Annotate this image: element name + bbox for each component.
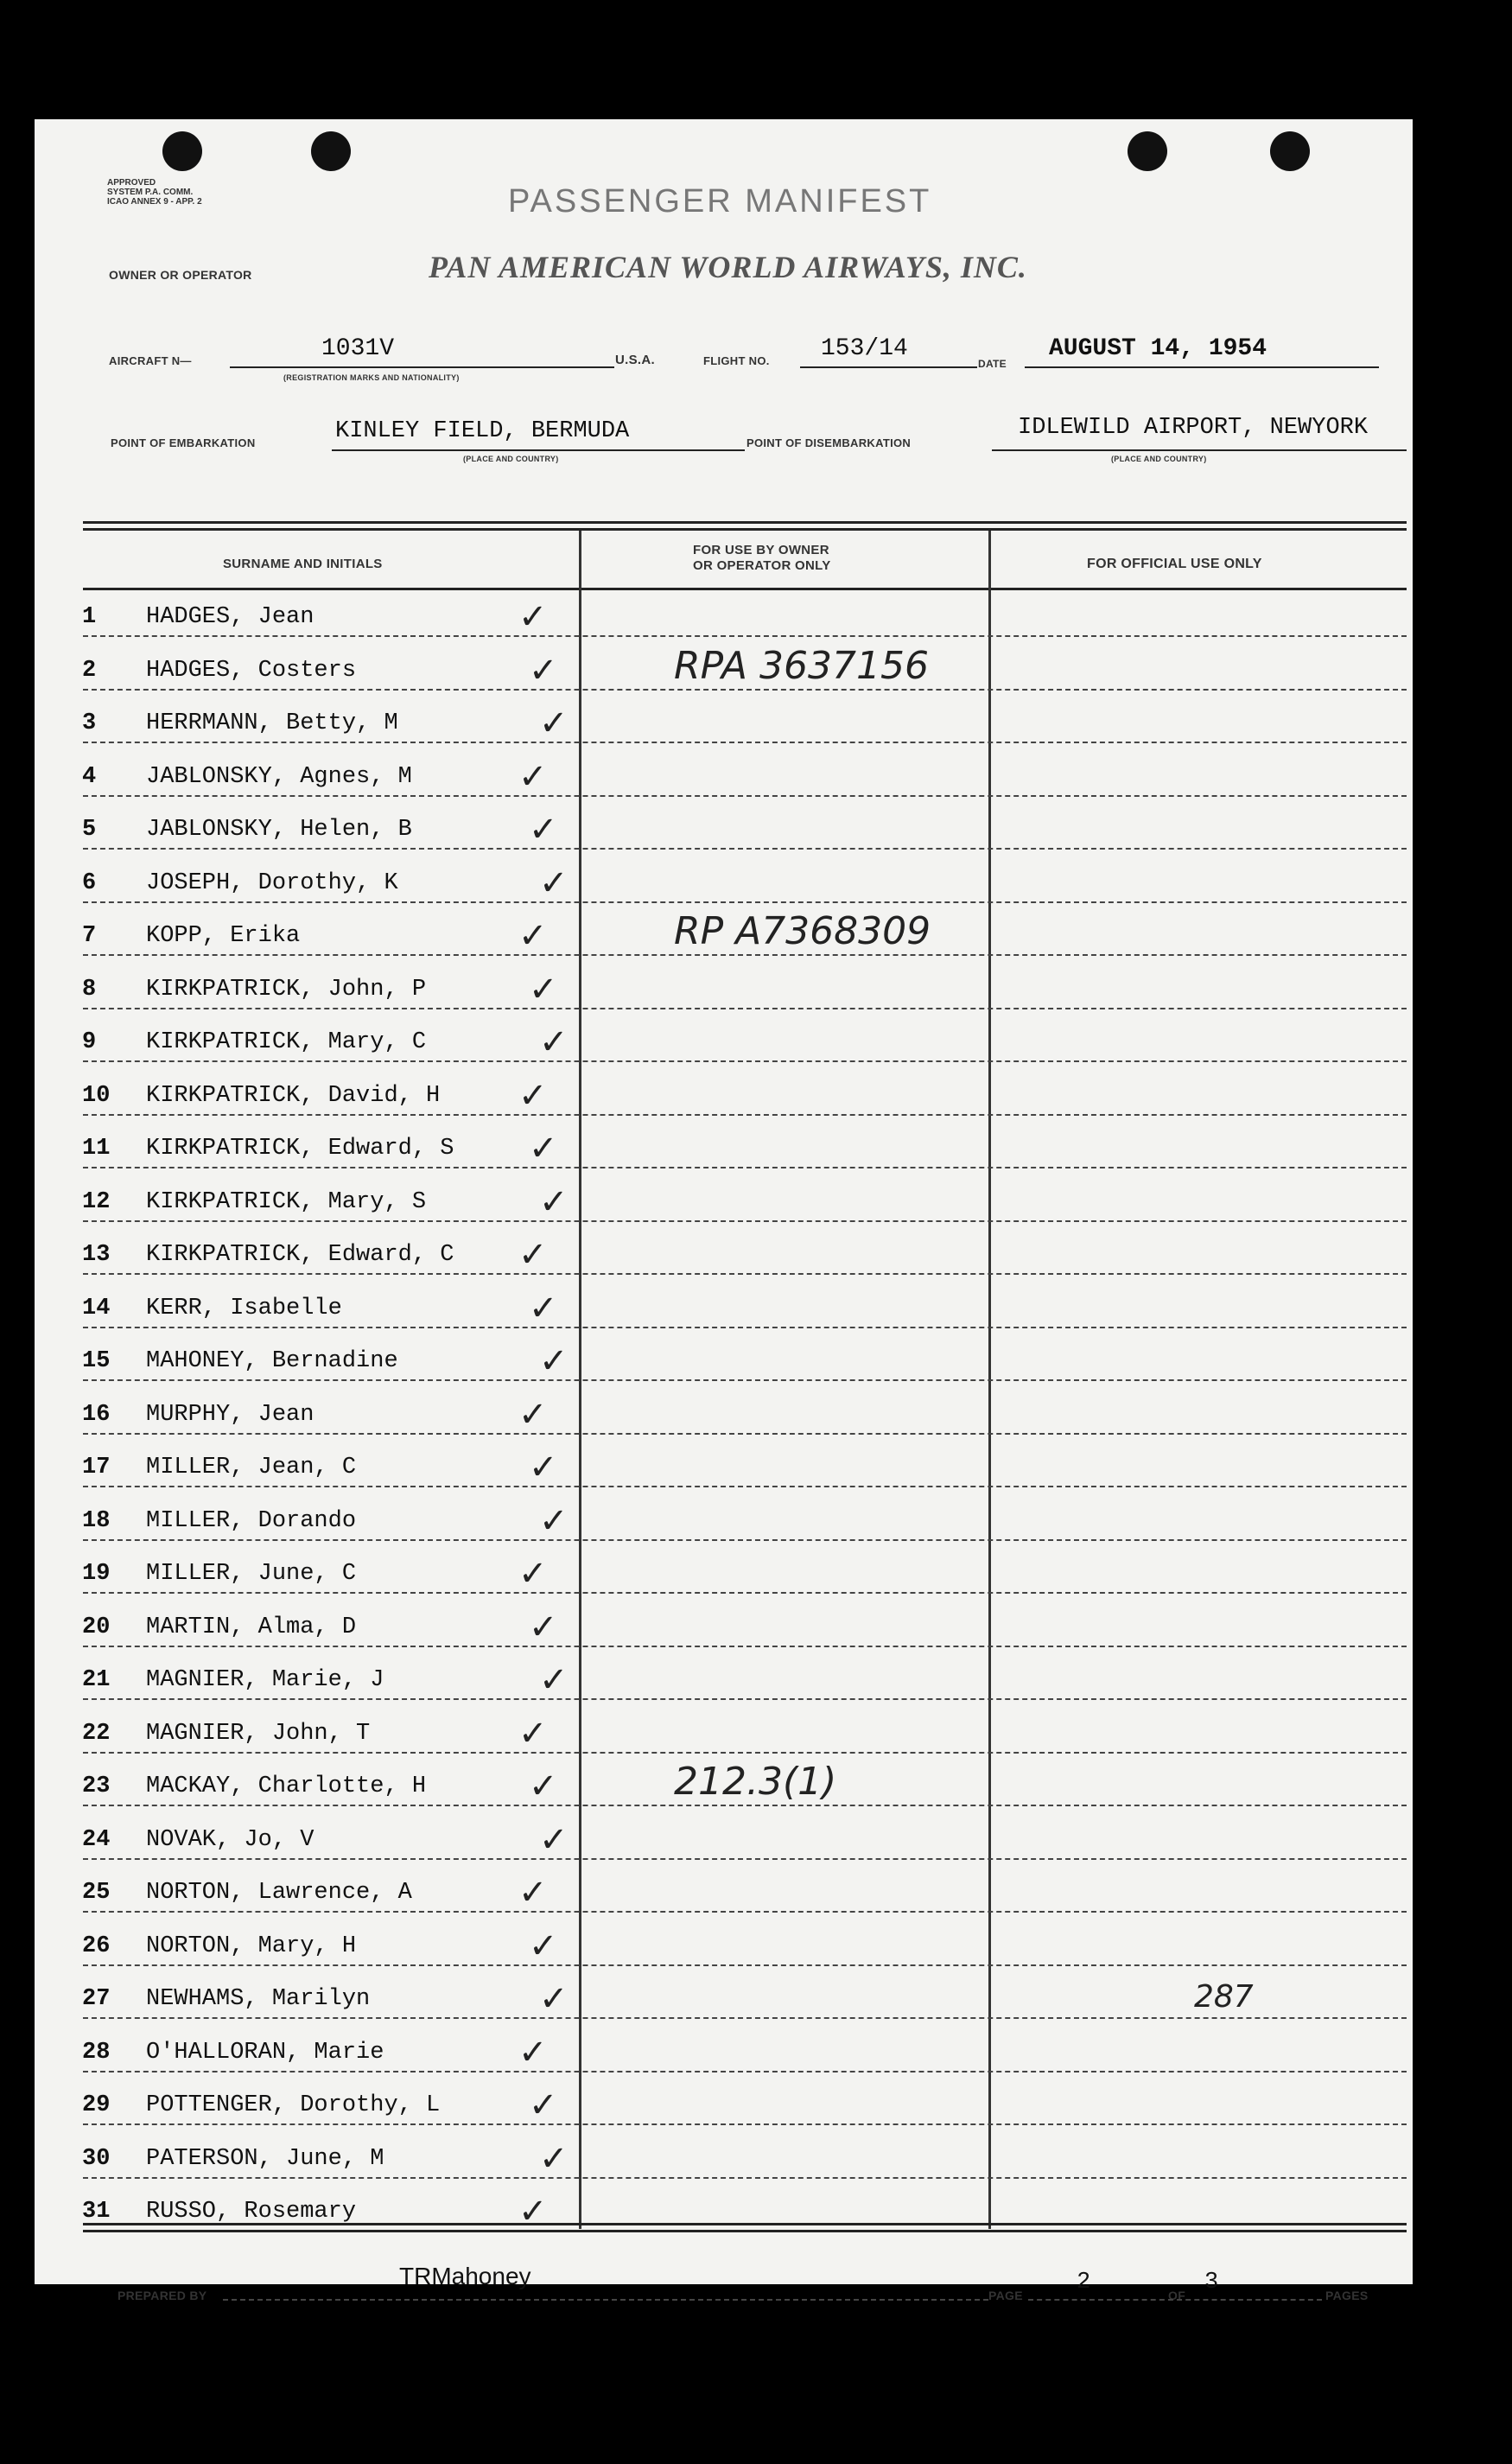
table-row xyxy=(82,1083,440,1109)
table-row xyxy=(82,1508,356,1534)
row-rule xyxy=(83,2123,1407,2125)
disembarkation-line xyxy=(992,449,1407,451)
embarkation-caption: (PLACE AND COUNTRY) xyxy=(463,455,559,463)
row-number: 4 xyxy=(82,764,97,790)
row-number: 30 xyxy=(82,2146,111,2172)
table-row xyxy=(82,1880,412,1906)
table-row xyxy=(82,604,314,630)
row-rule xyxy=(83,2177,1407,2179)
punch-hole-right-2 xyxy=(1270,131,1310,171)
check-mark-icon: ✓ xyxy=(529,1767,558,1806)
row-number: 8 xyxy=(82,977,97,1003)
check-mark-icon: ✓ xyxy=(539,863,569,903)
check-mark-icon: ✓ xyxy=(518,597,548,637)
passenger-name: RUSSO, Rosemary xyxy=(146,2199,357,2225)
table-row xyxy=(82,1189,426,1215)
table-top-rule xyxy=(83,521,1407,524)
punch-hole-left-1 xyxy=(162,131,202,171)
row-number: 14 xyxy=(82,1296,111,1321)
passenger-name: KERR, Isabelle xyxy=(146,1296,342,1321)
table-row xyxy=(82,1561,356,1587)
row-rule xyxy=(83,1273,1407,1275)
row-rule xyxy=(83,1805,1407,1806)
check-mark-icon: ✓ xyxy=(539,1182,569,1222)
row-rule xyxy=(83,1167,1407,1168)
aircraft-line xyxy=(230,366,614,368)
passenger-name: JABLONSKY, Helen, B xyxy=(146,817,412,843)
check-mark-icon: ✓ xyxy=(529,810,558,850)
check-mark-icon: ✓ xyxy=(518,1714,548,1754)
passenger-name: MILLER, June, C xyxy=(146,1561,357,1587)
owner-label: OWNER OR OPERATOR xyxy=(109,268,252,282)
check-mark-icon: ✓ xyxy=(539,1820,569,1860)
table-row xyxy=(82,1667,384,1693)
official-note: 287 xyxy=(1194,1979,1254,2015)
row-rule xyxy=(83,848,1407,850)
check-mark-icon: ✓ xyxy=(529,1608,558,1647)
row-number: 18 xyxy=(82,1508,111,1534)
row-number: 27 xyxy=(82,1986,111,2012)
page-total: 3 xyxy=(1204,2270,1219,2295)
row-number: 26 xyxy=(82,1933,111,1959)
check-mark-icon: ✓ xyxy=(518,2033,548,2072)
passenger-name: JOSEPH, Dorothy, K xyxy=(146,870,398,896)
row-number: 2 xyxy=(82,658,97,684)
registration-caption: (REGISTRATION MARKS AND NATIONALITY) xyxy=(283,373,460,382)
flight-value: 153/14 xyxy=(821,335,908,362)
page-line xyxy=(1028,2299,1322,2301)
check-mark-icon: ✓ xyxy=(529,1448,558,1487)
flight-label: FLIGHT NO. xyxy=(703,354,770,367)
row-rule xyxy=(83,1911,1407,1913)
table-row xyxy=(82,817,412,843)
passenger-name: POTTENGER, Dorothy, L xyxy=(146,2092,441,2118)
passenger-name: NORTON, Mary, H xyxy=(146,1933,357,1959)
check-mark-icon: ✓ xyxy=(529,1129,558,1168)
table-bottom-rule xyxy=(83,2223,1407,2225)
check-mark-icon: ✓ xyxy=(539,1979,569,2019)
pages-label: PAGES xyxy=(1325,2289,1369,2302)
row-number: 15 xyxy=(82,1348,111,1374)
check-mark-icon: ✓ xyxy=(539,1501,569,1541)
row-number: 23 xyxy=(82,1773,111,1799)
table-row xyxy=(82,1614,356,1640)
row-rule xyxy=(83,635,1407,637)
check-mark-icon: ✓ xyxy=(529,970,558,1009)
row-rule xyxy=(83,2017,1407,2019)
table-row xyxy=(82,764,412,790)
operator-note: RP A7368309 xyxy=(674,909,931,953)
row-rule xyxy=(83,1964,1407,1966)
table-row xyxy=(82,2199,356,2225)
passenger-name: HADGES, Costers xyxy=(146,658,357,684)
row-rule xyxy=(83,1698,1407,1700)
row-number: 28 xyxy=(82,2040,111,2066)
check-mark-icon: ✓ xyxy=(518,757,548,797)
embarkation-line xyxy=(332,449,745,451)
header-official: FOR OFFICIAL USE ONLY xyxy=(1087,557,1262,571)
row-rule xyxy=(83,1539,1407,1541)
row-number: 13 xyxy=(82,1242,111,1268)
table-row xyxy=(82,870,398,896)
check-mark-icon: ✓ xyxy=(529,2085,558,2125)
check-mark-icon: ✓ xyxy=(518,916,548,956)
row-rule xyxy=(83,1008,1407,1009)
passenger-name: KIRKPATRICK, David, H xyxy=(146,1083,441,1109)
table-row xyxy=(82,658,356,684)
passenger-name: KIRKPATRICK, John, P xyxy=(146,977,427,1003)
passenger-name: MAGNIER, Marie, J xyxy=(146,1667,384,1693)
passenger-name: NORTON, Lawrence, A xyxy=(146,1880,412,1906)
check-mark-icon: ✓ xyxy=(518,1235,548,1275)
row-number: 25 xyxy=(82,1880,111,1906)
check-mark-icon: ✓ xyxy=(529,1926,558,1966)
operator-note: RPA 3637156 xyxy=(674,644,929,688)
aircraft-label: AIRCRAFT N— xyxy=(109,354,192,367)
row-rule xyxy=(83,689,1407,691)
row-number: 29 xyxy=(82,2092,111,2118)
table-row xyxy=(82,710,398,736)
row-number: 3 xyxy=(82,710,97,736)
row-rule xyxy=(83,1752,1407,1754)
row-number: 19 xyxy=(82,1561,111,1587)
punch-hole-left-2 xyxy=(311,131,351,171)
passenger-name: O'HALLORAN, Marie xyxy=(146,2040,384,2066)
check-mark-icon: ✓ xyxy=(539,1660,569,1700)
row-number: 17 xyxy=(82,1455,111,1480)
page-label: PAGE xyxy=(988,2289,1023,2302)
passenger-name: MAGNIER, John, T xyxy=(146,1721,371,1747)
table-row xyxy=(82,1455,356,1480)
passenger-name: HADGES, Jean xyxy=(146,604,314,630)
header-operator-line2: OR OPERATOR ONLY xyxy=(693,558,831,573)
prepared-by-label: PREPARED BY xyxy=(118,2289,207,2302)
check-mark-icon: ✓ xyxy=(529,1289,558,1328)
check-mark-icon: ✓ xyxy=(529,651,558,691)
embarkation-value: KINLEY FIELD, BERMUDA xyxy=(335,418,630,444)
row-rule xyxy=(83,2071,1407,2072)
table-bottom-rule-2 xyxy=(83,2230,1407,2232)
row-rule xyxy=(83,901,1407,903)
check-mark-icon: ✓ xyxy=(518,1554,548,1594)
check-mark-icon: ✓ xyxy=(539,1022,569,1062)
row-number: 20 xyxy=(82,1614,111,1640)
row-rule xyxy=(83,1220,1407,1222)
row-rule xyxy=(83,1114,1407,1116)
date-line xyxy=(1025,366,1379,368)
row-number: 9 xyxy=(82,1029,97,1055)
table-row xyxy=(82,1827,314,1853)
header-operator-line1: FOR USE BY OWNER xyxy=(693,543,829,557)
row-rule xyxy=(83,1327,1407,1328)
row-rule xyxy=(83,1486,1407,1487)
check-mark-icon: ✓ xyxy=(539,704,569,743)
check-mark-icon: ✓ xyxy=(539,1341,569,1381)
header-surname: SURNAME AND INITIALS xyxy=(223,557,383,571)
check-mark-icon: ✓ xyxy=(518,2192,548,2232)
check-mark-icon: ✓ xyxy=(518,1395,548,1435)
passenger-name: MILLER, Jean, C xyxy=(146,1455,357,1480)
table-row xyxy=(82,1029,426,1055)
table-row xyxy=(82,977,426,1003)
table-row xyxy=(82,2146,384,2172)
table-header-rule xyxy=(83,588,1407,590)
row-number: 12 xyxy=(82,1189,111,1215)
table-row xyxy=(82,2092,440,2118)
of-label: OF xyxy=(1168,2289,1186,2302)
table-row xyxy=(82,1402,314,1428)
table-row xyxy=(82,1986,370,2012)
row-rule xyxy=(83,1858,1407,1860)
passenger-name: MACKAY, Charlotte, H xyxy=(146,1773,427,1799)
date-value: AUGUST 14, 1954 xyxy=(1049,335,1267,362)
passenger-name: KIRKPATRICK, Edward, S xyxy=(146,1136,454,1162)
passenger-name: HERRMANN, Betty, M xyxy=(146,710,398,736)
table-row xyxy=(82,1933,356,1959)
table-top-rule-2 xyxy=(83,528,1407,531)
row-number: 1 xyxy=(82,604,97,630)
row-rule xyxy=(83,795,1407,797)
row-rule xyxy=(83,742,1407,743)
row-number: 5 xyxy=(82,817,97,843)
approval-stamp: APPROVED SYSTEM P.A. COMM. ICAO ANNEX 9 - APP. 2 xyxy=(107,178,202,207)
date-label: DATE xyxy=(978,358,1007,370)
embarkation-label: POINT OF EMBARKATION xyxy=(111,436,256,449)
passenger-name: MAHONEY, Bernadine xyxy=(146,1348,398,1374)
passenger-name: NOVAK, Jo, V xyxy=(146,1827,314,1853)
usa-label: U.S.A. xyxy=(615,353,655,367)
passenger-name: MILLER, Dorando xyxy=(146,1508,357,1534)
passenger-name: KIRKPATRICK, Mary, C xyxy=(146,1029,427,1055)
row-rule xyxy=(83,1646,1407,1647)
row-number: 16 xyxy=(82,1402,111,1428)
passenger-name: MARTIN, Alma, D xyxy=(146,1614,357,1640)
row-number: 24 xyxy=(82,1827,111,1853)
check-mark-icon: ✓ xyxy=(518,1076,548,1116)
row-number: 7 xyxy=(82,923,97,949)
disembarkation-label: POINT OF DISEMBARKATION xyxy=(746,436,912,449)
table-row xyxy=(82,2040,384,2066)
passenger-name: KIRKPATRICK, Edward, C xyxy=(146,1242,454,1268)
row-rule xyxy=(83,1433,1407,1435)
table-row xyxy=(82,1242,454,1268)
disembarkation-caption: (PLACE AND COUNTRY) xyxy=(1111,455,1207,463)
row-rule xyxy=(83,1060,1407,1062)
table-row xyxy=(82,1296,342,1321)
table-row xyxy=(82,1773,426,1799)
check-mark-icon: ✓ xyxy=(539,2139,569,2179)
airline-name: PAN AMERICAN WORLD AIRWAYS, INC. xyxy=(429,250,1027,284)
flight-line xyxy=(800,366,977,368)
prepared-by-line xyxy=(223,2299,988,2301)
aircraft-value: 1031V xyxy=(321,335,395,362)
prepared-by-value: TRMahoney xyxy=(399,2263,531,2289)
punch-hole-right-1 xyxy=(1128,131,1167,171)
disembarkation-value: IDLEWILD AIRPORT, NEWYORK xyxy=(1018,415,1369,441)
passenger-name: MURPHY, Jean xyxy=(146,1402,314,1428)
row-rule xyxy=(83,1379,1407,1381)
row-number: 10 xyxy=(82,1083,111,1109)
check-mark-icon: ✓ xyxy=(518,1873,548,1913)
row-rule xyxy=(83,1592,1407,1594)
passenger-name: KOPP, Erika xyxy=(146,923,301,949)
page-number: 2 xyxy=(1077,2270,1091,2295)
table-row xyxy=(82,1721,370,1747)
row-number: 11 xyxy=(82,1136,111,1162)
row-number: 21 xyxy=(82,1667,111,1693)
row-number: 22 xyxy=(82,1721,111,1747)
row-rule xyxy=(83,954,1407,956)
passenger-name: NEWHAMS, Marilyn xyxy=(146,1986,371,2012)
passenger-name: JABLONSKY, Agnes, M xyxy=(146,764,412,790)
table-row xyxy=(82,923,300,949)
table-row xyxy=(82,1348,398,1374)
passenger-name: PATERSON, June, M xyxy=(146,2146,384,2172)
page-title: PASSENGER MANIFEST xyxy=(508,183,932,220)
table-row xyxy=(82,1136,454,1162)
row-number: 31 xyxy=(82,2199,111,2225)
passenger-name: KIRKPATRICK, Mary, S xyxy=(146,1189,427,1215)
row-number: 6 xyxy=(82,870,97,896)
operator-note: 212.3(1) xyxy=(674,1760,837,1804)
